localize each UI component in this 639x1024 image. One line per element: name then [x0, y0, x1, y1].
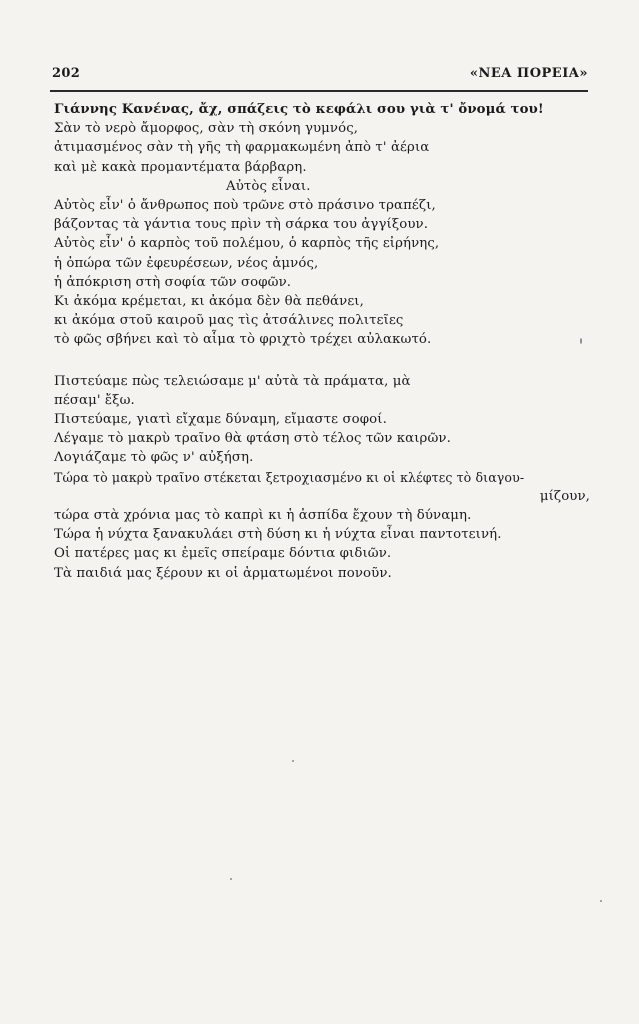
- stanza-2: [54, 372, 590, 583]
- poem-line-turnover: μίζουν,: [539, 488, 590, 504]
- poem-line: Κι ἀκόμα κρέμεται, κι ἀκόμα δὲν θὰ πεθάνει,: [54, 294, 364, 310]
- poem-line: Οἱ πατέρες μας κι ἐμεῖς σπείραμε δόντια φιδιῶν.: [54, 546, 392, 562]
- poem-line: Πιστεύαμε, γιατὶ εἴχαμε δύναμη, εἴμαστε σοφοί.: [54, 412, 387, 428]
- poem-line: Γιάννης Κανένας, ἄχ, σπάζεις τὸ κεφάλι σου γιὰ τ' ὄνομά του!: [54, 102, 544, 117]
- paper-speck: [600, 900, 602, 902]
- poem-line: Αὐτὸς εἶναι.: [226, 178, 311, 194]
- poem-line: ἡ ἀπόκριση στὴ σοφία τῶν σοφῶν.: [54, 274, 292, 290]
- poem-line: ἀτιμασμένος σὰν τὴ γῆς τὴ φαρμακωμένη ἀπὸ τ' ἀέρια: [54, 140, 430, 156]
- poem-line: τὸ φῶς σβήνει καὶ τὸ αἷμα τὸ φριχτὸ τρέχει αὐλακωτό.: [54, 332, 432, 348]
- header-rule: [50, 90, 588, 92]
- paper-speck: [292, 760, 294, 762]
- poem-line: τώρα στὰ χρόνια μας τὸ καπρὶ κι ἡ ἀσπίδα ἔχουν τὴ δύναμη.: [54, 508, 472, 524]
- poem-line: Σὰν τὸ νερὸ ἄμορφος, σὰν τὴ σκόνη γυμνός,: [54, 121, 359, 137]
- poem-line: Λογιάζαμε τὸ φῶς ν' αὐξήση.: [54, 450, 254, 466]
- poem-body: [54, 100, 590, 583]
- paper-speck: [580, 338, 582, 344]
- stanza-1: [54, 100, 590, 350]
- poem-line: κι ἀκόμα στοῦ καιροῦ μας τὶς ἀτσάλινες πολιτεῖες: [54, 313, 404, 329]
- poem-line: Τώρα τὸ μακρὺ τραῖνο στέκεται ξετροχιασμένο κι οἱ κλέφτες τὸ διαγου-: [54, 469, 525, 485]
- poem-line: Τὰ παιδιά μας ξέρουν κι οἱ ἁρματωμένοι πονοῦν.: [54, 565, 392, 581]
- page-number: 202: [52, 66, 81, 81]
- paper-speck: [230, 878, 232, 880]
- poem-line: Λέγαμε τὸ μακρὺ τραῖνο θὰ φτάση στὸ τέλος τῶν καιρῶν.: [54, 431, 451, 447]
- journal-title: «ΝΕΑ ΠΟΡΕΙΑ»: [469, 66, 588, 81]
- poem-line: καὶ μὲ κακὰ προμαντέματα βάρβαρη.: [54, 159, 307, 175]
- poem-line: Πιστεύαμε πὼς τελειώσαμε μ' αὐτὰ τὰ πράματα, μὰ: [54, 373, 411, 389]
- poem-line: Τώρα ἡ νύχτα ξανακυλάει στὴ δύση κι ἡ νύχτα εἶναι παντοτεινή.: [54, 527, 502, 543]
- poem-line: Αὐτὸς εἶν' ὁ ἄνθρωπος ποὺ τρῶνε στὸ πράσινο τραπέζι,: [54, 198, 436, 214]
- poem-line: πέσαμ' ἔξω.: [54, 392, 135, 408]
- running-head: [52, 66, 588, 86]
- poem-line: βάζοντας τὰ γάντια τους πρὶν τὴ σάρκα του ἀγγίξουν.: [54, 217, 429, 233]
- poem-line: Αὐτὸς εἶν' ὁ καρπὸς τοῦ πολέμου, ὁ καρπὸς τῆς εἰρήνης,: [54, 236, 440, 252]
- poem-line: ἡ ὀπώρα τῶν ἐφευρέσεων, νέος ἀμνός,: [54, 255, 319, 271]
